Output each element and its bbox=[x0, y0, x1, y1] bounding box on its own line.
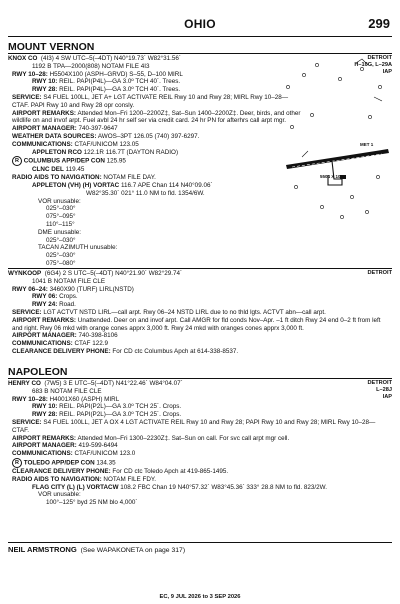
city-neil-armstrong: NEIL ARMSTRONG (See WAPAKONETA on page 317) bbox=[8, 545, 186, 554]
met-label: MET 1 bbox=[360, 142, 374, 147]
section-rule bbox=[8, 268, 392, 269]
section-rule bbox=[8, 542, 392, 543]
runway-dimensions: 5504 X 100 bbox=[320, 174, 344, 179]
city-mount-vernon: MOUNT VERNON bbox=[8, 41, 95, 53]
state-title: OHIO bbox=[184, 17, 216, 31]
airport-entry-wynkoop: DETROIT WYNKOOP (6G4) 2 S UTC–5(–4DT) N40°21.90´ W82°29.74´ 1041 B NOTAM FILE CLE RWY 06–24: 3460X90 (TURF) LIRL(NSTD) RWY 06: Crops. RWY 24: Road. SERVICE: LGT ACTVT NSTD LIRL—call arpt. Rwy 06–24 NSTD LIRL due to no thld lgts. ACTVT abn—call arpt. AIRPORT REMARKS: Unattended. Deer on and invof arpt. Call AMGR for fld conds Nov–Apr. –1 ft ditch Rwy 24 end 0–2 ft from left and right. Rwy 06 mkd with orange cones apprx 3,000 ft. Rwy 24 mkd with oranges cones apprx 3,000 ft. AIRPORT MANAGER: 740-398-8106 COMMUNICATIONS: CTAF 122.9 CLEARANCE DELIVERY PHONE: For CD ctc Columbus Apch at 614-338-8537. bbox=[8, 270, 392, 355]
page-number: 299 bbox=[368, 16, 390, 31]
side-refs: DETROIT H–10G, L–29A IAP bbox=[354, 55, 392, 75]
control-note-icon: R bbox=[12, 156, 22, 166]
airport-name: HENRY CO bbox=[8, 380, 41, 387]
airport-header: KNOX CO (4I3) 4 SW UTC–5(–4DT) N40°19.73´ W82°31.56´ bbox=[8, 55, 182, 62]
cross-reference-link[interactable]: (See WAPAKONETA on page 317) bbox=[80, 547, 186, 554]
runway-10-28 bbox=[286, 149, 389, 169]
page-header bbox=[0, 0, 400, 36]
footer-effective-dates: EC, 9 JUL 2026 to 3 SEP 2026 bbox=[159, 594, 241, 600]
control-note-icon: R bbox=[12, 458, 22, 468]
city-napoleon: NAPOLEON bbox=[8, 366, 68, 378]
header-rule bbox=[8, 36, 392, 37]
airport-name: KNOX CO bbox=[8, 55, 38, 62]
airport-diagram bbox=[282, 57, 392, 225]
city-rule bbox=[8, 378, 392, 379]
side-refs: DETROIT bbox=[367, 270, 392, 276]
airport-entry-knox-co: DETROIT H–10G, L–29A IAP KNOX CO (4I3) 4 SW UTC–5(–4DT) N40°19.73´ W82°31.56´ 1192 B TPA—2000(808) NOTAM FILE 4I3 RWY 10–28: H5504X100 (ASPH–GRVD) S–55, D–100 MIRL RWY 10: REIL. PAPI(P4L)—GA 3.0º TCH 40´. Trees. RWY 28: REIL. PAPI(P4L)—GA 3.0º TCH 40´. Trees. SERVICE: S4 FUEL 100LL, JET A+ LGT ACTIVATE REIL Rwy 10 and Rwy 28; MIRL Rwy 10–28—CTAF. PAPI Rwy 10 and Rwy 28 opr consly. AIRPORT REMARKS: Attended Mon–Fri 1200–2200Z‡, Sat–Sun 1400–2200Z‡. Deer, birds, and other wildlife on and invof arpt. Fuel avbl 24 hr self ser via credit card. 24 hr PN for afterhrs call arpt mgr. AIRPORT MANAGER: 740-397-9647 WEATHER DATA SOURCES: AWOS–3PT 126.05 (740) 397-6297. COMMUNICATIONS: CTAF/UNICOM 123.05 APPLETON RCO 122.1R 116.7T (DAYTON RADIO) R COLUMBUS APP/DEP CON 125.95 CLNC DEL 119.45 RADIO AIDS TO NAVIGATION: NOTAM FILE DAY. APPLETON (VH) (H) VORTAC 116.7 APE Chan 114 N40°09.06´ W82°35.30´ 021° 11.0 NM to fld. 1354/6W. VOR unusable: 025°–030° 075°–095° 110°–115° DME unusable: 025°–030° TACAN AZIMUTH unusable: 025°–030° 075°–080° bbox=[8, 55, 392, 267]
airport-entry-henry-co: DETROIT L–28J IAP HENRY CO (7W5) 3 E UTC–5(–4DT) N41°22.46´ W84°04.07´ 683 B NOTAM FILE CLE RWY 10–28: H4001X60 (ASPH) MIRL RWY 10: REIL. PAPI(P2L)—GA 3.0º TCH 25´. Crops. RWY 28: REIL. PAPI(P2L)—GA 3.0º TCH 25´. Crops. SERVICE: S4 FUEL 100LL, JET A OX 4 LGT ACTIVATE REIL Rwy 10 and Rwy 28; PAPI Rwy 10 and Rwy 28; MIRL Rwy 10–28—CTAF. AIRPORT REMARKS: Attended Mon–Fri 1300–2230Z‡. Sat–Sun on call. For svc call arpt mgr cell. AIRPORT MANAGER: 419-599-6494 COMMUNICATIONS: CTAF/UNICOM 123.0 R TOLEDO APP/DEP CON 134.35 CLEARANCE DELIVERY PHONE: For CD ctc Toledo Apch at 419-865-1495. RADIO AIDS TO NAVIGATION: NOTAM FILE FDY. FLAG CITY (L) (L) VORTACW 108.2 FBC Chan 19 N40°57.32´ W83°45.36´ 333° 28.8 NM to fld. 823/2W. VOR unusable: 100°–125° byd 25 NM blo 4,000´ bbox=[8, 380, 392, 507]
side-refs: DETROIT L–28J IAP bbox=[367, 380, 392, 400]
city-rule bbox=[8, 53, 392, 54]
taxiway bbox=[328, 161, 342, 185]
airport-name: WYNKOOP bbox=[8, 270, 42, 277]
